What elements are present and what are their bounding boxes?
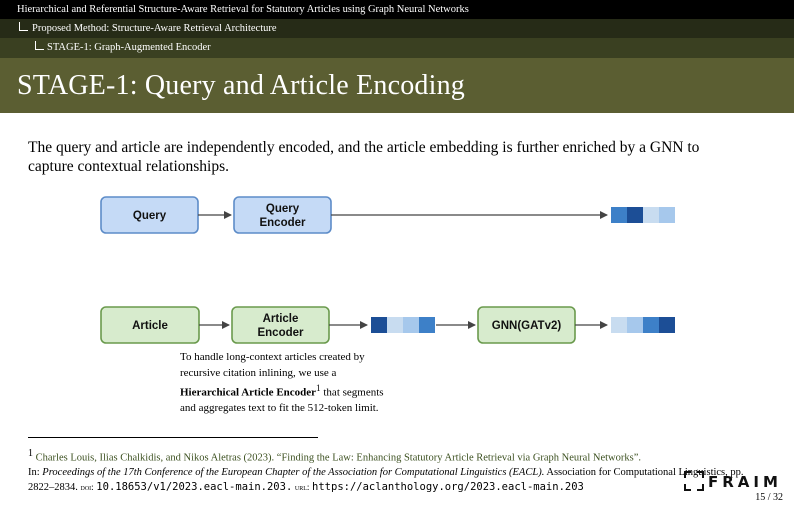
embedding-cell <box>419 317 435 333</box>
note-bold-term: Hierarchical Article Encoder <box>180 386 317 399</box>
gnn-label: GNN(GATv2) <box>491 320 562 332</box>
gnn-embedding-vector <box>611 317 675 333</box>
embedding-cell <box>403 317 419 333</box>
presentation-title: Hierarchical and Referential Structure-Aware Retrieval for Statutory Articles using Graph Neural Networks <box>17 4 469 15</box>
footnote-url-label: url: <box>294 481 310 492</box>
header-presentation-title[interactable] <box>0 0 794 19</box>
footnote-authors-title[interactable]: Charles Louis, Ilias Chalkidis, and Nikos Aletras (2023). “Finding the Law: Enhancing Statutory Article Retrieval via Graph Neural Networks”. <box>35 452 641 464</box>
article-label: Article <box>132 320 168 332</box>
article-embedding-vector <box>371 317 435 333</box>
footnote-url[interactable]: https://aclanthology.org/2023.eacl-main.203 <box>312 480 584 493</box>
logo-wordmark: FRAIM <box>708 473 782 491</box>
embedding-cell <box>659 317 675 333</box>
fraim-logo <box>684 471 782 491</box>
footnote-mark: 1 <box>28 448 33 459</box>
embedding-cell <box>659 207 675 223</box>
header-subsection[interactable] <box>0 38 794 58</box>
article-encoder-node <box>232 307 329 343</box>
tree-connector-icon <box>19 22 28 31</box>
footnote-doi-label: doi: <box>80 481 94 492</box>
query-encoder-node <box>234 197 331 233</box>
embedding-cell <box>627 207 643 223</box>
embedding-cell <box>371 317 387 333</box>
footnote-publisher: Association for Computational Linguistics, pp. 2822–2834. <box>28 466 744 493</box>
embedding-cell <box>387 317 403 333</box>
note-text-before: To handle long-context articles created by recursive citation inlining, we use a <box>180 351 365 379</box>
gnn-node <box>478 307 575 343</box>
footnote <box>28 447 768 495</box>
note-text-after: that segments and aggregates text to fit the 512-token limit. <box>180 386 384 415</box>
footnote-doi[interactable]: 10.18653/v1/2023.eacl-main.203. <box>96 480 293 493</box>
tree-connector-icon <box>35 41 44 50</box>
query-label: Query <box>132 210 167 222</box>
page-number: 15 / 32 <box>755 492 783 503</box>
header-section[interactable] <box>0 19 794 38</box>
article-encoder-label-line1: Article <box>262 313 299 325</box>
bracket-logo-icon <box>684 471 704 491</box>
embedding-cell <box>611 207 627 223</box>
footnote-rule <box>28 437 318 438</box>
footnote-in-label: In: <box>28 466 40 478</box>
encoding-diagram <box>0 180 794 350</box>
embedding-cell <box>611 317 627 333</box>
query-node <box>101 197 198 233</box>
footnote-venue: Proceedings of the 17th Conference of the European Chapter of the Association for Computational Linguistics (EACL). <box>42 466 545 478</box>
embedding-cell <box>643 207 659 223</box>
query-encoder-label-line1: Query <box>265 203 300 215</box>
embedding-cell <box>627 317 643 333</box>
embedding-cell <box>643 317 659 333</box>
article-node <box>101 307 199 343</box>
subsection-title: STAGE-1: Graph-Augmented Encoder <box>47 42 211 53</box>
article-encoder-label-line2: Encoder <box>257 327 304 339</box>
note-footnote-mark[interactable]: 1 <box>316 383 321 393</box>
query-embedding-vector <box>611 207 675 223</box>
section-title: Proposed Method: Structure-Aware Retrieval Architecture <box>32 23 277 34</box>
encoder-note <box>180 350 390 417</box>
frame-title-bar <box>0 58 794 113</box>
intro-paragraph: The query and article are independently encoded, and the article embedding is further enriched by a GNN to capture contextual relationships. <box>28 139 700 175</box>
query-encoder-label-line2: Encoder <box>259 217 306 229</box>
frame-title: STAGE-1: Query and Article Encoding <box>17 70 465 101</box>
